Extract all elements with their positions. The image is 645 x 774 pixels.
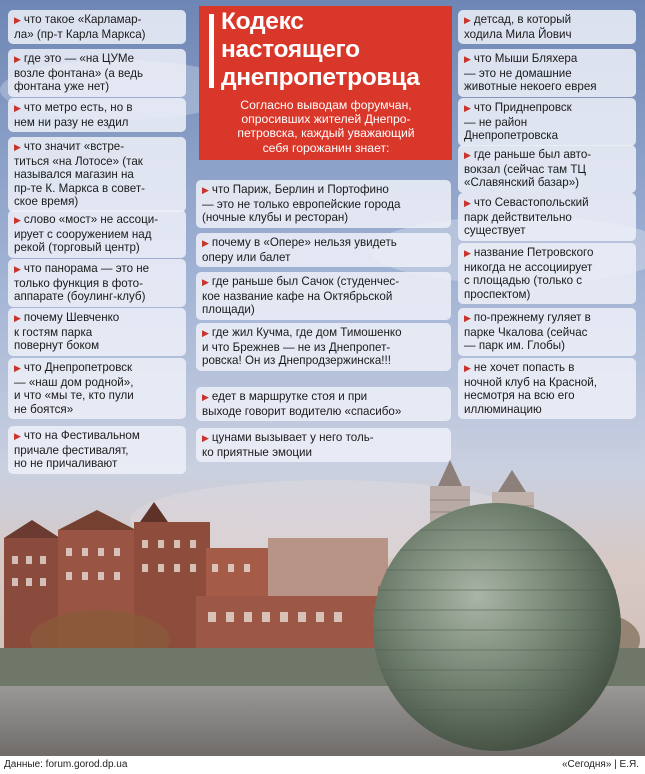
- item-text: что Днепропетровск — «наш дом родной», и что «мы те, кто пули не боятся»: [14, 361, 134, 416]
- left-item-6: [8, 259, 186, 307]
- item-text: что такое «Карламар- ла» (пр-т Карла Маркса): [14, 13, 146, 41]
- right-item-2: [458, 49, 636, 97]
- bullet-arrow-icon: ▶: [202, 185, 209, 195]
- left-item-9: [8, 426, 186, 474]
- item-text: где раньше был авто- вокзал (сейчас там ТЦ «Славянский базар»): [464, 148, 592, 190]
- center-item-2: [196, 233, 451, 267]
- item-text: что на Фестивальном причале фестивалят, но не причаливают: [14, 429, 140, 471]
- left-item-1: [8, 10, 186, 44]
- sphere-sculpture: [373, 503, 621, 751]
- title-panel: [199, 6, 452, 160]
- right-item-7: [458, 308, 636, 356]
- left-item-2: [8, 49, 186, 97]
- bullet-arrow-icon: ▶: [464, 54, 471, 64]
- left-item-7: [8, 308, 186, 356]
- item-text: слово «мост» не ассоци- ирует с сооружением над рекой (торговый центр): [14, 213, 159, 255]
- item-text: что Париж, Берлин и Портофино — это не только европейские города (ночные клубы и ресторан): [202, 183, 401, 225]
- item-text: по-прежнему гуляет в парке Чкалова (сейчас — парк им. Глобы): [464, 311, 591, 353]
- bullet-arrow-icon: ▶: [14, 264, 21, 274]
- item-text: что Мыши Бляхера — это не домашние животные некоего еврея: [464, 52, 597, 94]
- item-text: почему в «Опере» нельзя увидеть оперу или балет: [202, 236, 397, 264]
- source-text: Данные: forum.gorod.dp.ua: [4, 759, 128, 770]
- bullet-arrow-icon: ▶: [14, 215, 21, 225]
- right-item-5: [458, 193, 636, 241]
- bullet-arrow-icon: ▶: [14, 431, 21, 441]
- bullet-arrow-icon: ▶: [14, 363, 21, 373]
- item-text: детсад, в который ходила Мила Йович: [464, 13, 572, 41]
- bullet-arrow-icon: ▶: [14, 103, 21, 113]
- left-item-5: [8, 210, 186, 258]
- bullet-arrow-icon: ▶: [202, 433, 209, 443]
- bullet-arrow-icon: ▶: [202, 328, 209, 338]
- bullet-arrow-icon: ▶: [464, 363, 471, 373]
- item-text: название Петровского никогда не ассоциирует с площадью (только с проспектом): [464, 246, 594, 301]
- item-text: где жил Кучма, где дом Тимошенко и что Брежнев — не из Днепропет- ровска! Он из Днепродзержинска!!!: [202, 326, 402, 368]
- item-text: что панорама — это не только функция в фото- аппарате (боулинг-клуб): [14, 262, 150, 304]
- bullet-arrow-icon: ▶: [202, 392, 209, 402]
- footer: [0, 756, 645, 774]
- item-text: где раньше был Сачок (студенчес- кое название кафе на Октябрьской площади): [202, 275, 400, 317]
- center-item-5: [196, 387, 451, 421]
- item-text: что Приднепровск — не район Днепропетровска: [464, 101, 572, 143]
- item-text: где это — «на ЦУМе возле фонтана» (а ведь фонтана уже нет): [14, 52, 144, 94]
- right-item-1: [458, 10, 636, 44]
- bullet-arrow-icon: ▶: [14, 15, 21, 25]
- bullet-arrow-icon: ▶: [464, 313, 471, 323]
- subtitle: Согласно выводам форумчан, опросивших жителей Днепро- петровска, каждый уважающий себя горожанин знает:: [237, 98, 415, 155]
- right-item-8: [458, 358, 636, 419]
- left-item-4: [8, 137, 186, 212]
- bullet-arrow-icon: ▶: [202, 277, 209, 287]
- center-item-1: [196, 180, 451, 228]
- item-text: не хочет попасть в ночной клуб на Красной, несмотря на всю его иллюминацию: [464, 361, 598, 416]
- center-item-3: [196, 272, 451, 320]
- bullet-arrow-icon: ▶: [464, 248, 471, 258]
- item-text: едет в маршрутке стоя и при выходе говорит водителю «спасибо»: [202, 390, 402, 418]
- center-item-6: [196, 428, 451, 462]
- item-text: почему Шевченко к гостям парка повернут боком: [14, 311, 120, 353]
- left-item-3: [8, 98, 186, 132]
- title-accent-bar: [209, 14, 214, 88]
- item-text: что метро есть, но в нем ни разу не ездил: [14, 101, 133, 129]
- item-text: что Севастопольский парк действительно существует: [464, 196, 589, 238]
- bullet-arrow-icon: ▶: [464, 150, 471, 160]
- right-item-3: [458, 98, 636, 146]
- center-item-4: [196, 323, 451, 371]
- bullet-arrow-icon: ▶: [14, 313, 21, 323]
- bullet-arrow-icon: ▶: [464, 103, 471, 113]
- bullet-arrow-icon: ▶: [464, 15, 471, 25]
- left-item-8: [8, 358, 186, 419]
- right-item-4: [458, 145, 636, 193]
- bullet-arrow-icon: ▶: [202, 238, 209, 248]
- bullet-arrow-icon: ▶: [14, 54, 21, 64]
- bullet-arrow-icon: ▶: [14, 142, 21, 152]
- credit-text: «Сегодня» | Е.Я.: [561, 759, 639, 770]
- page-title: Кодекс настоящего днепропетровца: [221, 8, 420, 91]
- item-text: что значит «встре- титься «на Лотосе» (так назывался магазин на пр-те К. Маркса в совет- ское время): [14, 140, 146, 209]
- item-text: цунами вызывает у него толь- ко приятные эмоции: [202, 431, 374, 459]
- bullet-arrow-icon: ▶: [464, 198, 471, 208]
- right-item-6: [458, 243, 636, 304]
